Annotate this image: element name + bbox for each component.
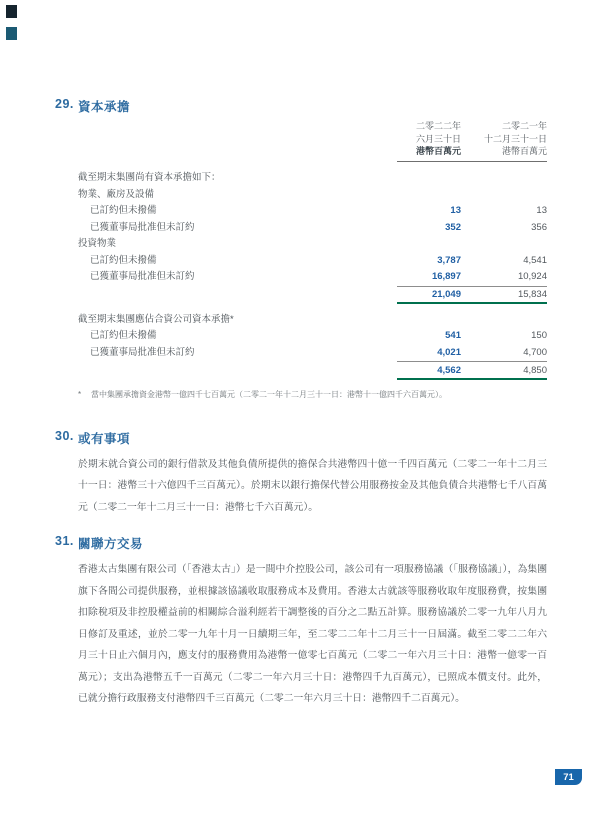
- corner-square-top: [6, 5, 17, 18]
- page-number-badge: 71: [555, 769, 582, 785]
- capital-commitments-table: [78, 120, 547, 380]
- table-row: 截至期末集團應佔合資公司資本承擔*: [78, 313, 234, 325]
- total-double-rule: [397, 302, 547, 304]
- table-row: 投資物業: [78, 238, 117, 249]
- section-number: 30.: [55, 428, 74, 443]
- page-content: [55, 97, 547, 710]
- section-title: 資本承擔: [78, 100, 131, 114]
- section-title: 關聯方交易: [78, 537, 144, 551]
- table-row: 物業、廠房及設備: [78, 188, 155, 200]
- contingencies-paragraph: 於期末就合資公司的銀行借款及其他負債所提供的擔保合共港幣四十億一千四百萬元（二零二一年十二月三十一日：港幣三十六億四千三百萬元）。於期末以銀行擔保代替公用服務按金及其他負債合共港幣七千八百萬元（二零二一年十二月三十一日：港幣七千六百萬元）。: [78, 458, 547, 513]
- section-heading: [55, 97, 547, 115]
- table-row: 已獲董事局批准但未訂約 16,897 10,924: [90, 271, 547, 282]
- table-header: [78, 120, 547, 162]
- table-intro-text: 截至期末集團尚有資本承擔如下：: [78, 172, 221, 183]
- section-related-party-transactions: [55, 534, 547, 710]
- section-number: 29.: [55, 97, 74, 111]
- table-row: 已訂約但未撥備 3,787 4,541: [90, 254, 547, 266]
- footnote-text: 當中集團承擔資金港幣一億四千七百萬元（二零二一年十二月三十一日：港幣十一億四千六百萬元）。: [91, 389, 447, 399]
- footnote-asterisk: *: [78, 389, 82, 399]
- table-total-row: 21,049 15,834: [78, 282, 547, 300]
- section-contingencies: [55, 429, 547, 519]
- column-header-2022: 二零二二年 六月三十日 港幣百萬元: [415, 121, 461, 156]
- table-row: 已訂約但未撥備 541 150: [90, 330, 547, 341]
- section-number: 31.: [55, 534, 74, 548]
- section-title: 或有事項: [78, 431, 131, 446]
- table-footnote: [78, 389, 547, 400]
- total-double-rule: [397, 378, 547, 380]
- related-party-paragraph: 香港太古集團有限公司（「香港太古」）是一間中介控股公司，該公司有一項服務協議（「服務協議」），為集團旗下各間公司提供服務，並根據該協議收取服務成本及費用。香港太古就該等服務收取年度服務費，按集團扣除稅項及非控股權益前的相關綜合溢利經若干調整後的百分之二點五計算。服務協議於二零一九年八月九日修訂及重述，並於二零一九年十月一日續期三年，至二零二二年十二月三十一日屆滿。截至二零二二年六月三十日止六個月內，應支付的服務費用為港幣一億零七百萬元（二零二一年六月三十日：港幣一億零一百萬元）；支出為港幣五千一百萬元（二零二一年六月三十日：港幣四千九百萬元），已照成本價支付。此外，已就分擔行政服務支付港幣四千三百萬元（二零二一年六月三十日：港幣四千二百萬元）。: [78, 564, 547, 704]
- section-heading: [55, 429, 547, 447]
- table-intro-row: [78, 167, 547, 184]
- table-row: 已獲董事局批准但未訂約 4,021 4,700: [90, 346, 547, 358]
- table-row: 已獲董事局批准但未訂約 352 356: [90, 221, 547, 233]
- section-heading: [55, 534, 547, 552]
- table-total-row: 4,562 4,850: [78, 358, 547, 376]
- section-capital-commitments: [55, 97, 547, 400]
- corner-square-bottom: [6, 27, 17, 40]
- column-header-2021: 二零二一年 十二月三十一日 港幣百萬元: [483, 121, 547, 156]
- table-row: 已訂約但未撥備 13 13: [90, 205, 547, 216]
